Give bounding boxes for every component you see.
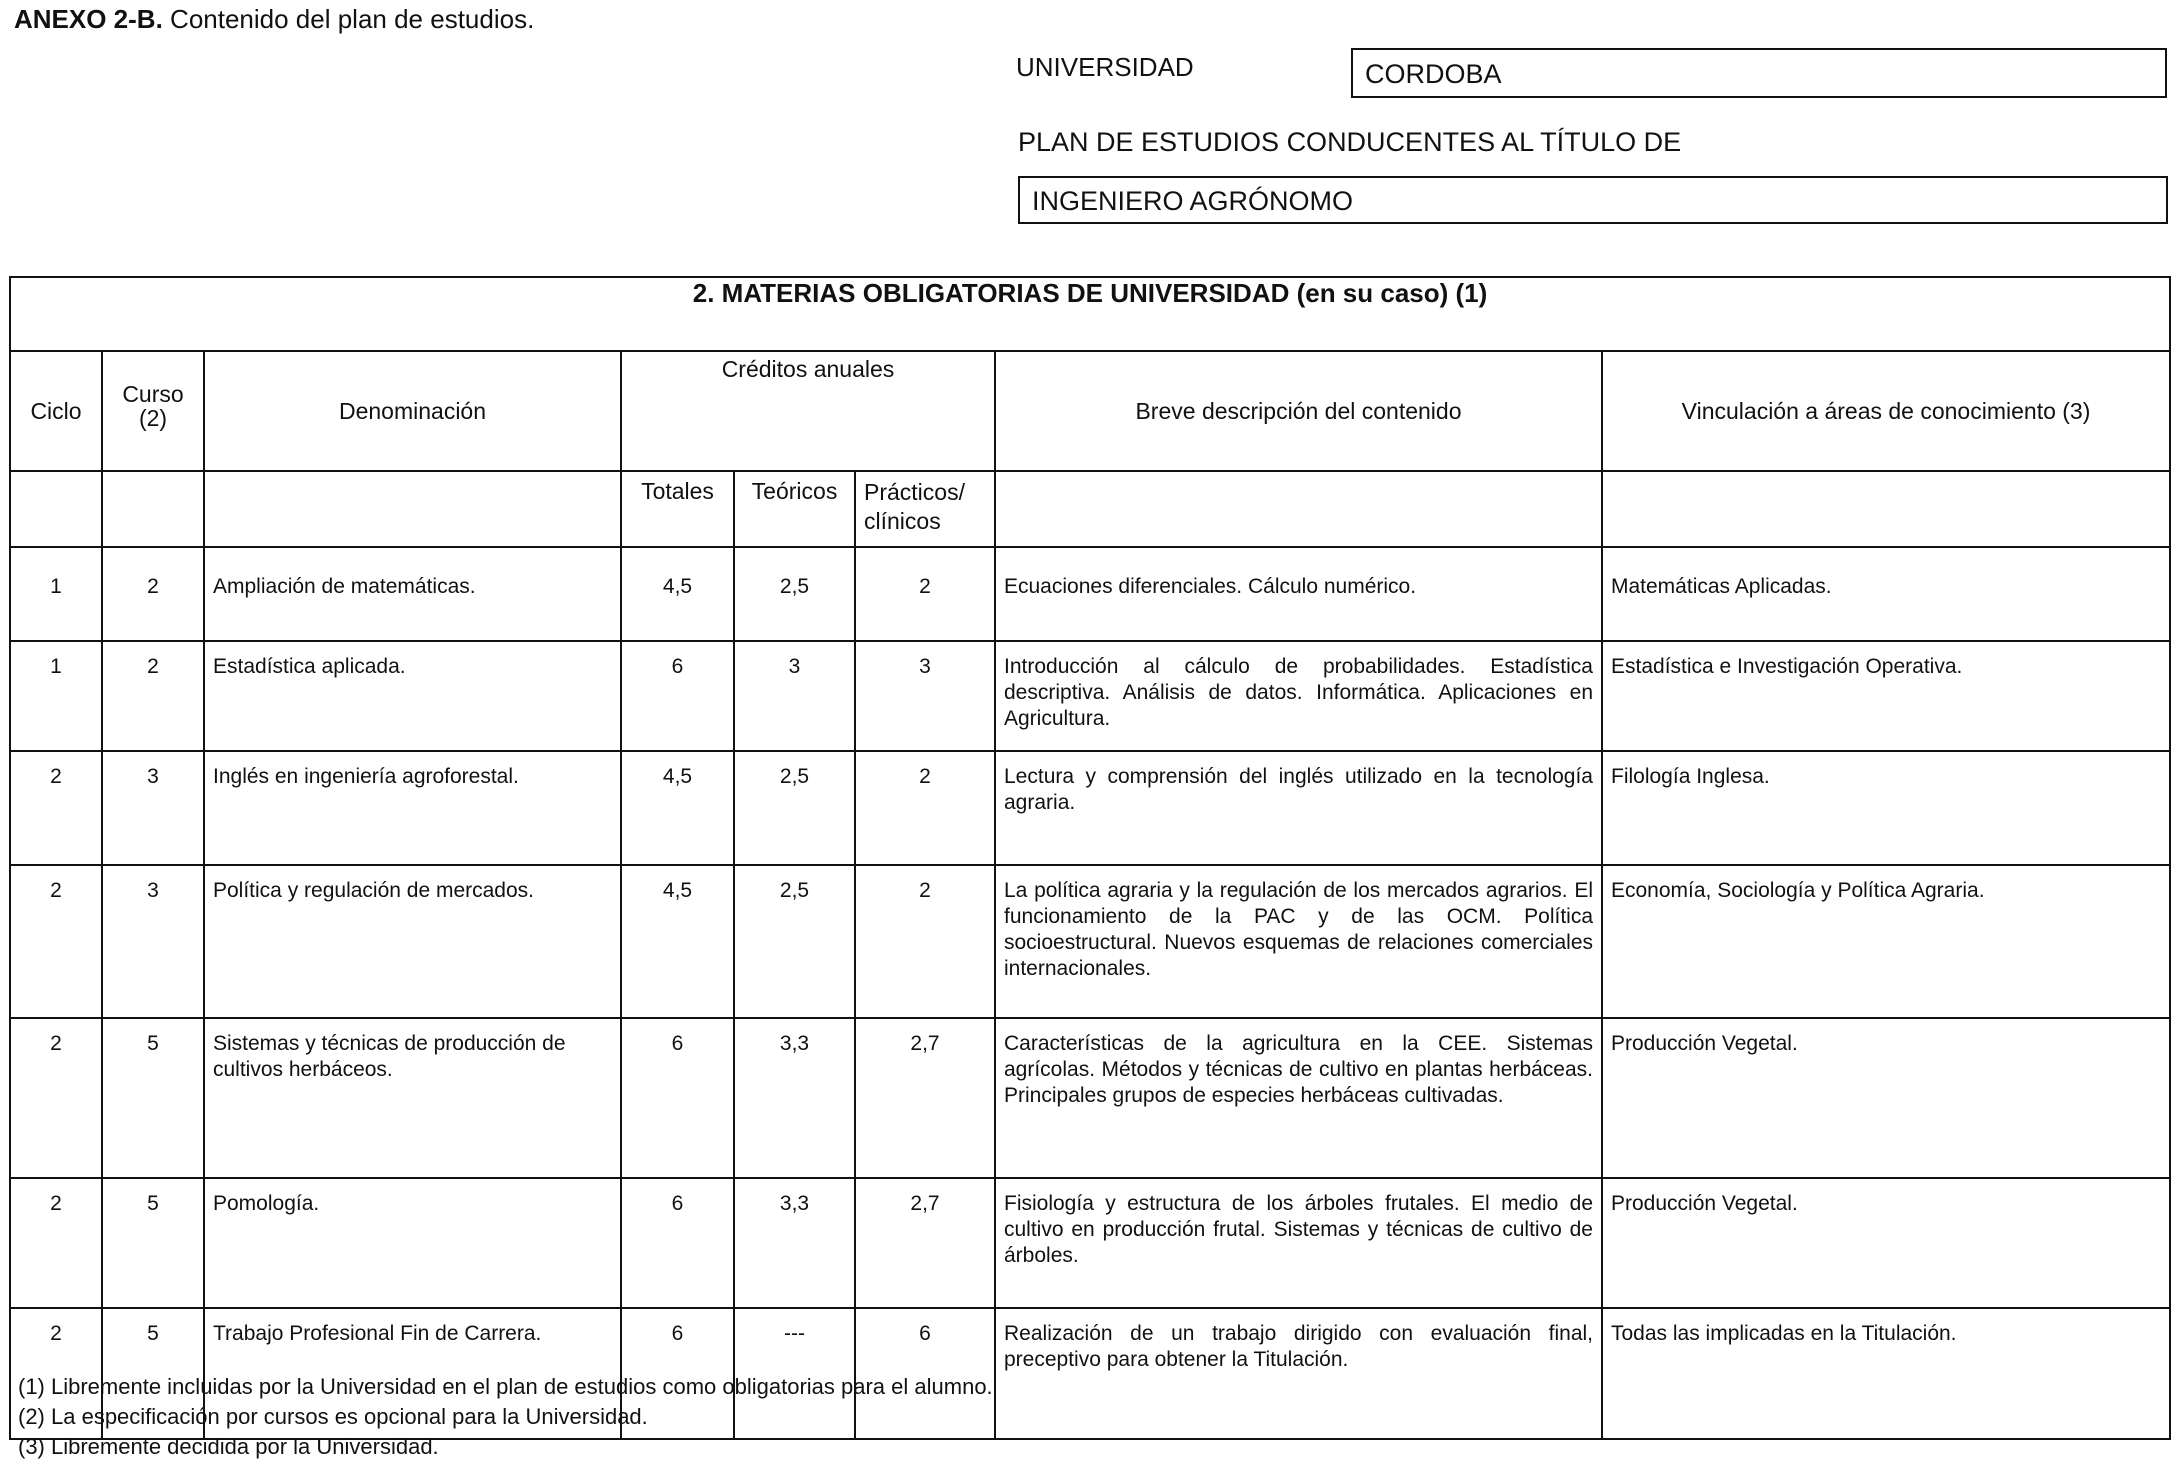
cell-teoricos-text: 2,5: [779, 575, 810, 598]
cell-curso-text: 2: [147, 655, 159, 678]
cell-practicos-text: 2: [919, 879, 931, 902]
table-row: [10, 1018, 2170, 1178]
header-empty-descripcion: [995, 471, 1602, 547]
cell-teoricos: [734, 1178, 855, 1308]
header-descripcion: [995, 351, 1602, 471]
table-row: [10, 751, 2170, 865]
header-creditos-text: Créditos anuales: [721, 356, 895, 382]
cell-practicos-text: 2: [919, 765, 931, 788]
cell-totales-text: 6: [671, 655, 684, 678]
cell-curso-text: 3: [147, 879, 159, 902]
cell-denominacion-text: Estadística aplicada.: [213, 655, 406, 678]
cell-denominacion: [204, 547, 621, 641]
table-row: [10, 865, 2170, 1018]
cell-descripcion: [995, 1178, 1602, 1308]
header-totales-text: Totales: [641, 478, 714, 504]
cell-practicos-text: 2,7: [910, 1032, 940, 1055]
header-empty-denominacion: [204, 471, 621, 547]
table-row: [10, 1178, 2170, 1308]
cell-ciclo-text: 2: [50, 1192, 62, 1215]
cell-curso-text: 2: [147, 575, 159, 598]
header-ciclo-text: Ciclo: [30, 397, 82, 424]
plan-label: PLAN DE ESTUDIOS CONDUCENTES AL TÍTULO DE: [1018, 127, 1682, 157]
cell-descripcion-text: Introducción al cálculo de probabilidades. Estadística descriptiva. Análisis de datos. Informática. Aplicaciones en Agricultura.: [1004, 655, 1593, 730]
annex-heading: [14, 4, 534, 35]
cell-curso-text: 5: [147, 1032, 159, 1055]
cell-ciclo: [10, 1018, 102, 1178]
cell-descripcion-text: Características de la agricultura en la CEE. Sistemas agrícolas. Métodos y técnicas de cultivo en plantas herbáceas. Principales grupos de especies herbáceas cultivadas.: [1004, 1032, 1593, 1107]
cell-ciclo: [10, 1178, 102, 1308]
header-curso: [102, 351, 204, 471]
cell-teoricos: [734, 547, 855, 641]
cell-totales-text: 6: [671, 1032, 684, 1055]
cell-teoricos-text: ---: [784, 1322, 805, 1345]
cell-ciclo-text: 2: [50, 765, 62, 788]
header-totales: [621, 471, 734, 547]
cell-vinculacion-text: Producción Vegetal.: [1611, 1192, 1798, 1215]
cell-teoricos-text: 2,5: [779, 879, 810, 902]
cell-curso: [102, 751, 204, 865]
cell-ciclo-text: 1: [50, 655, 62, 678]
cell-denominacion: [204, 751, 621, 865]
cell-curso: [102, 1178, 204, 1308]
cell-ciclo-text: 2: [50, 1322, 62, 1345]
cell-vinculacion-text: Matemáticas Aplicadas.: [1611, 575, 1832, 598]
cell-practicos: [855, 751, 995, 865]
header-empty-ciclo: [10, 471, 102, 547]
cell-ciclo-text: 2: [50, 879, 62, 902]
cell-denominacion-text: Pomología.: [213, 1192, 320, 1215]
cell-descripcion: [995, 641, 1602, 751]
cell-descripcion: [995, 751, 1602, 865]
footnote-3: (3) Libremente decidida por la Universidad.: [18, 1434, 439, 1459]
cell-curso: [102, 547, 204, 641]
cell-denominacion: [204, 1178, 621, 1308]
cell-totales-text: 6: [671, 1192, 684, 1215]
cell-vinculacion: [1602, 751, 2170, 865]
cell-vinculacion-text: Producción Vegetal.: [1611, 1032, 1798, 1055]
header-denominacion-text: Denominación: [338, 397, 487, 424]
footnotes: [18, 1372, 993, 1462]
header-curso-note: (2): [138, 405, 168, 431]
cell-denominacion-text: Política y regulación de mercados.: [213, 879, 534, 902]
cell-denominacion: [204, 1018, 621, 1178]
footnote-2: (2) La especificación por cursos es opcional para la Universidad.: [18, 1404, 648, 1429]
cell-totales: [621, 865, 734, 1018]
cell-vinculacion: [1602, 547, 2170, 641]
cell-teoricos: [734, 751, 855, 865]
cell-denominacion: [204, 865, 621, 1018]
cell-denominacion-text: Inglés en ingeniería agroforestal.: [213, 765, 519, 788]
cell-totales: [621, 641, 734, 751]
header-denominacion: [204, 351, 621, 471]
cell-teoricos: [734, 1018, 855, 1178]
cell-denominacion-text: Sistemas y técnicas de producción de cultivos herbáceos.: [213, 1032, 566, 1081]
header-vinculacion: [1602, 351, 2170, 471]
cell-vinculacion: [1602, 1018, 2170, 1178]
cell-descripcion: [995, 1308, 1602, 1439]
cell-practicos: [855, 1018, 995, 1178]
header-curso-text: Curso: [122, 381, 184, 407]
cell-totales-text: 4,5: [662, 765, 693, 788]
cell-descripcion: [995, 1018, 1602, 1178]
cell-denominacion-text: Trabajo Profesional Fin de Carrera.: [213, 1322, 542, 1345]
cell-totales: [621, 547, 734, 641]
cell-curso-text: 3: [147, 765, 159, 788]
table-row: [10, 547, 2170, 641]
cell-practicos-text: 2,7: [910, 1192, 940, 1215]
cell-vinculacion: [1602, 1308, 2170, 1439]
cell-ciclo: [10, 865, 102, 1018]
plan-value-box: INGENIERO AGRÓNOMO: [1018, 176, 2168, 224]
header-empty-curso: [102, 471, 204, 547]
cell-teoricos: [734, 865, 855, 1018]
cell-denominacion: [204, 641, 621, 751]
cell-ciclo: [10, 641, 102, 751]
cell-practicos: [855, 865, 995, 1018]
table-row: [10, 641, 2170, 751]
header-teoricos-text: Teóricos: [751, 478, 838, 504]
cell-teoricos-text: 2,5: [779, 765, 810, 788]
cell-curso-text: 5: [147, 1192, 159, 1215]
cell-vinculacion-text: Todas las implicadas en la Titulación.: [1611, 1322, 1957, 1345]
cell-totales-text: 6: [671, 1322, 684, 1345]
cell-practicos-text: 3: [919, 655, 931, 678]
cell-practicos-text: 6: [919, 1322, 931, 1345]
cell-ciclo: [10, 751, 102, 865]
header-practicos-text-2: clínicos: [864, 508, 941, 534]
header-descripcion-text: Breve descripción del contenido: [1135, 397, 1462, 424]
cell-curso: [102, 865, 204, 1018]
header-empty-vinculacion: [1602, 471, 2170, 547]
cell-descripcion-text: Ecuaciones diferenciales. Cálculo numérico.: [1004, 575, 1417, 598]
footnote-1: (1) Libremente incluidas por la Universidad en el plan de estudios como obligatorias para el alumno.: [18, 1374, 993, 1399]
cell-descripcion-text: Lectura y comprensión del inglés utilizado en la tecnología agraria.: [1004, 765, 1593, 814]
cell-ciclo-text: 1: [50, 575, 62, 598]
cell-practicos: [855, 1178, 995, 1308]
cell-practicos: [855, 547, 995, 641]
cell-vinculacion: [1602, 641, 2170, 751]
cell-curso-text: 5: [147, 1322, 159, 1345]
cell-descripcion-text: La política agraria y la regulación de los mercados agrarios. El funcionamiento de la PAC y de las OCM. Política socioestructural. Nuevos esquemas de relaciones comerciales internacionales.: [1004, 879, 1593, 980]
cell-totales: [621, 751, 734, 865]
cell-descripcion-text: Realización de un trabajo dirigido con evaluación final, preceptivo para obtener la Titulación.: [1004, 1322, 1593, 1371]
cell-ciclo: [10, 547, 102, 641]
cell-descripcion: [995, 547, 1602, 641]
cell-teoricos: [734, 641, 855, 751]
cell-denominacion-text: Ampliación de matemáticas.: [213, 575, 476, 598]
cell-descripcion-text: Fisiología y estructura de los árboles frutales. El medio de cultivo en producción frutal. Sistemas y técnicas de cultivo de árboles.: [1004, 1192, 1593, 1267]
header-vinculacion-text: Vinculación a áreas de conocimiento (3): [1681, 397, 2091, 424]
university-value-box: CORDOBA: [1351, 48, 2167, 98]
cell-totales: [621, 1178, 734, 1308]
cell-totales-text: 4,5: [662, 575, 693, 598]
annex-text: Contenido del plan de estudios.: [162, 4, 535, 34]
cell-curso: [102, 1018, 204, 1178]
cell-practicos: [855, 641, 995, 751]
university-label: UNIVERSIDAD: [1016, 52, 1194, 82]
cell-vinculacion: [1602, 1178, 2170, 1308]
cell-teoricos-text: 3: [788, 655, 801, 678]
cell-descripcion: [995, 865, 1602, 1018]
cell-ciclo-text: 2: [50, 1032, 62, 1055]
table-title: 2. MATERIAS OBLIGATORIAS DE UNIVERSIDAD (en su caso) (1): [10, 277, 2170, 351]
header-teoricos: [734, 471, 855, 547]
cell-curso: [102, 641, 204, 751]
subjects-table: [9, 276, 2171, 1440]
cell-teoricos-text: 3,3: [779, 1032, 810, 1055]
annex-prefix: ANEXO 2-B.: [14, 4, 163, 34]
header-ciclo: [10, 351, 102, 471]
cell-totales: [621, 1018, 734, 1178]
header-creditos: [621, 351, 995, 471]
header-practicos: [855, 471, 995, 547]
header-practicos-text: Prácticos/: [864, 479, 965, 505]
cell-vinculacion-text: Filología Inglesa.: [1611, 765, 1770, 788]
cell-vinculacion-text: Estadística e Investigación Operativa.: [1611, 655, 1963, 678]
cell-totales-text: 4,5: [662, 879, 693, 902]
cell-vinculacion-text: Economía, Sociología y Política Agraria.: [1611, 879, 1985, 902]
cell-practicos-text: 2: [919, 575, 931, 598]
cell-vinculacion: [1602, 865, 2170, 1018]
cell-teoricos-text: 3,3: [779, 1192, 810, 1215]
